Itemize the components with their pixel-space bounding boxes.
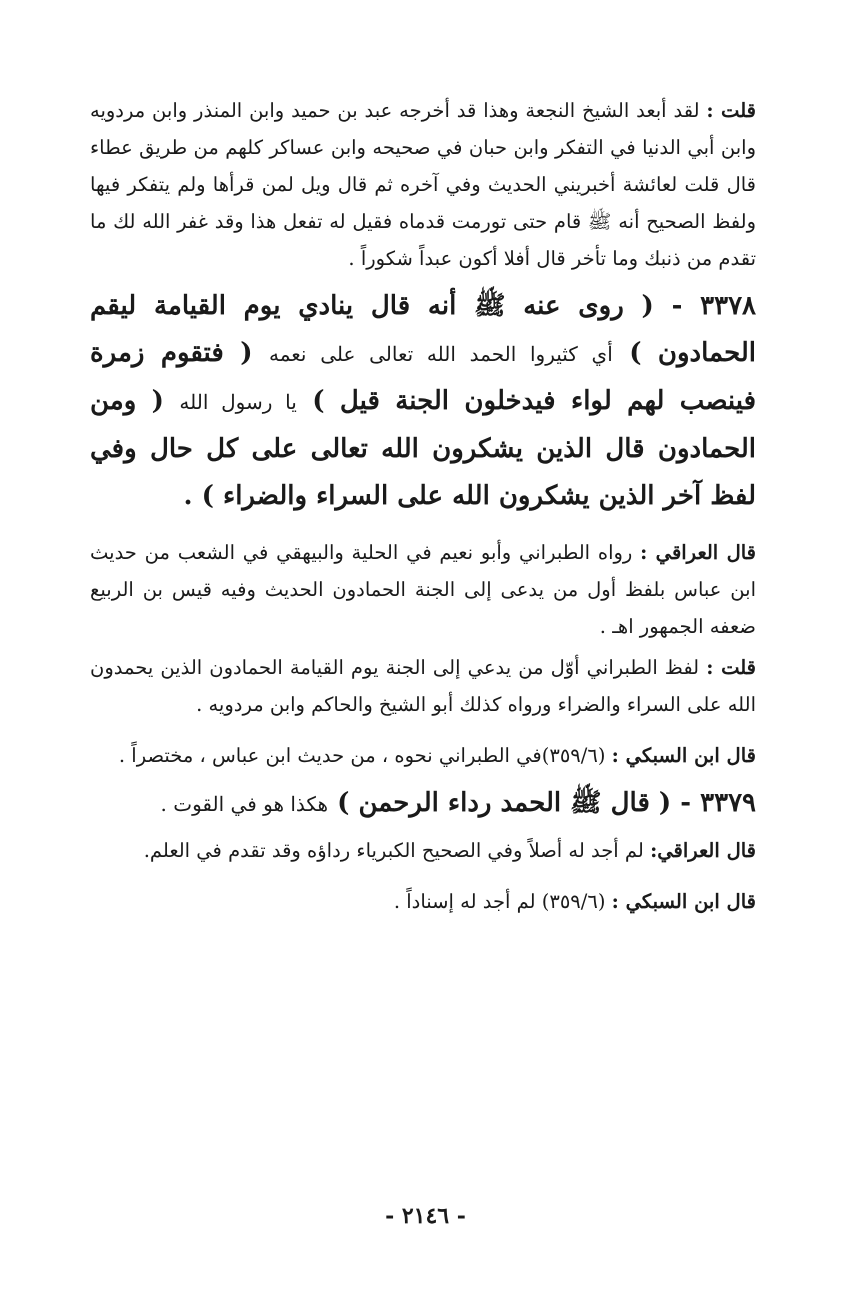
paragraph-text: (٣٥٩/٦) لم أجد له إسناداً . [393,890,606,913]
hadith-3378 [90,283,756,520]
hadith-text-bold: ٣٣٧٨ - ( روى عنه ﷺ أنه قال ينادي يوم القيامة ليقم الحمادون ) [90,291,757,368]
paragraph-text: لفظ الطبراني أوّل من يدعي إلى الجنة يوم القيامة الحمادون الذين يحمدون الله على السراء والضراء ورواه كذلك أبو الشيخ والحاكم وابن مردويه . [90,656,756,716]
hadith-3379 [90,780,756,828]
commentary-paragraph-subki [90,883,756,920]
commentary-paragraph-iraqi [90,534,756,645]
paragraph-text: رواه الطبراني وأبو نعيم في الحلية والبيهقي في الشعب من حديث ابن عباس بلفظ أول من يدعى إلى الجنة الحمادون الحديث وفيه قيس بن الربيع ضعفه الجمهور اهـ . [90,541,756,638]
paragraph-text: لقد أبعد الشيخ النجعة وهذا قد أخرجه عبد بن حميد وابن المنذر وابن مردويه وابن أبي الدنيا في التفكر وابن حبان في صحيحه وابن عساكر كلهم من طريق عطاء قال قلت لعائشة أخبريني الحديث وفي آخره ثم قال ويل لمن قرأها ولم يتفكر فيها ولفظ الصحيح أنه ﷺ قام حتى تورمت قدماه فقيل له تفعل هذا وقد غفر الله لك ما تقدم من ذنبك وما تأخر قال أفلا أكون عبداً شكوراً . [90,99,756,270]
hadith-text-bold: ( ومن الحمادون قال الذين يشكرون الله تعالى على كل حال وفي لفظ آخر الذين يشكرون الله على السراء والضراء ) . [90,386,756,511]
hadith-gloss: يا رسول الله [179,390,297,414]
hadith-text-bold: ( فتقوم زمرة فينصب لهم لواء فيدخلون الجنة قيل ) [90,338,756,416]
paragraph-lead: قال العراقي: [650,839,756,862]
hadith-gloss: هكذا هو في القوت . [160,792,329,816]
paragraph-text: (٣٥٩/٦)في الطبراني نحوه ، من حديث ابن عباس ، مختصراً . [118,744,606,767]
page-body [90,92,756,920]
paragraph-lead: قلت : [706,656,756,679]
commentary-paragraph-subki [90,737,756,774]
paragraph-lead: قلت : [706,99,756,122]
paragraph-lead: قال ابن السبكي : [611,890,756,913]
paragraph-lead: قال ابن السبكي : [611,744,756,767]
hadith-text-bold: ٣٣٧٩ - ( قال ﷺ الحمد رداء الرحمن ) [337,788,756,818]
paragraph-lead: قال العراقي : [640,541,756,564]
commentary-paragraph-qult [90,92,756,277]
paragraph-text: لم أجد له أصلاً وفي الصحيح الكبرياء رداؤه وقد تقدم في العلم. [143,839,644,862]
hadith-gloss: أي كثيروا الحمد الله تعالى على نعمه [268,342,613,366]
page-number: - ٢١٤٦ - [385,1203,466,1229]
commentary-paragraph-qult [90,649,756,723]
commentary-paragraph-iraqi [90,832,756,869]
